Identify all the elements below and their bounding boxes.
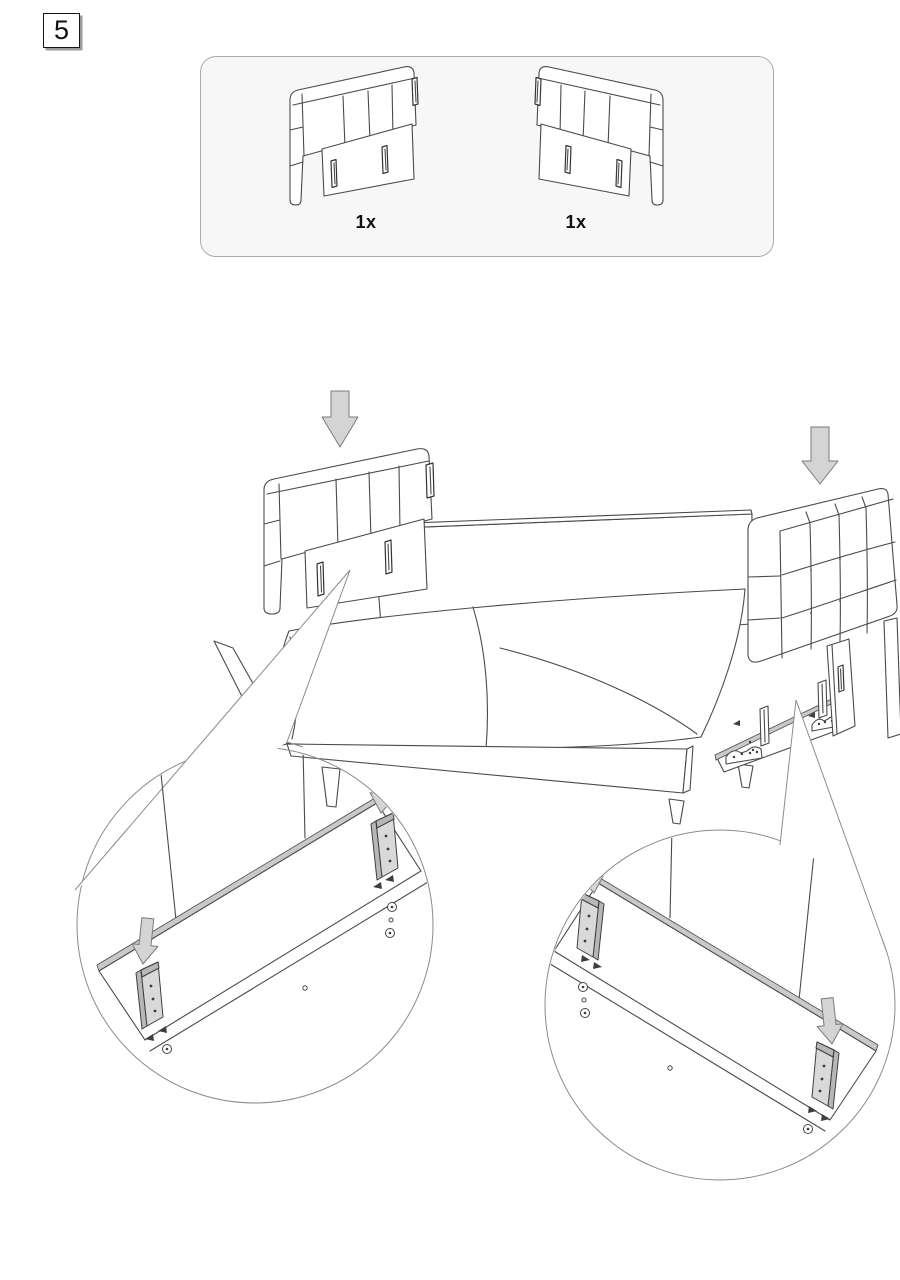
sofa-leg bbox=[669, 799, 684, 824]
part-quantity-left: 1x bbox=[355, 212, 377, 232]
detail-circle-left bbox=[77, 747, 433, 1103]
step-number: 5 bbox=[53, 15, 70, 45]
down-arrow-icon bbox=[322, 391, 358, 447]
detail-circle-right bbox=[545, 830, 895, 1180]
step-number-box bbox=[43, 13, 80, 48]
parts-panel bbox=[200, 56, 774, 257]
armrest-right bbox=[748, 489, 897, 663]
detail-view-left bbox=[97, 747, 428, 1054]
part-quantity-right: 1x bbox=[565, 212, 587, 232]
callout-wedge-right bbox=[780, 700, 886, 950]
sofa-leg bbox=[738, 764, 753, 788]
callout-wedge-left bbox=[75, 570, 350, 890]
armrest-left bbox=[264, 449, 434, 614]
down-arrow-icon bbox=[802, 427, 838, 484]
sofa bbox=[214, 510, 900, 824]
sofa-leg bbox=[322, 767, 340, 807]
detail-view-right bbox=[547, 827, 878, 1134]
